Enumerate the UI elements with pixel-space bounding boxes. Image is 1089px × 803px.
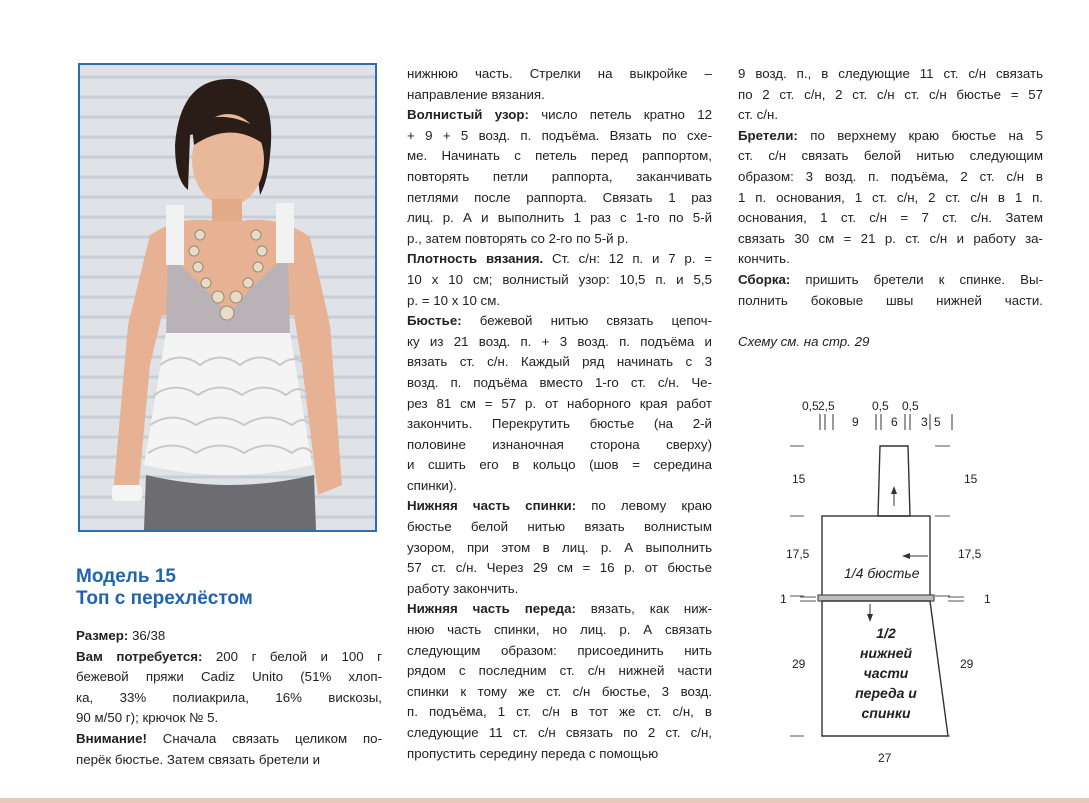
dim-right-17-5: 17,5 [958,547,982,561]
line-text: ст. с/н. [738,107,779,123]
line-text: Ст. с/н: 12 п. и 7 р. = [543,251,712,267]
line-text: пропустить середину переда с помощью [407,745,659,761]
col1-line [76,647,382,668]
model-photo [78,63,377,532]
col2-line [407,599,712,620]
instructions-column-1 [76,626,382,770]
line-text: 36/38 [128,628,166,643]
bustier-label: 1/4 бюстье [844,565,920,581]
line-text: по верхнему краю бюстье на 5 [797,127,1043,143]
line-text: петлями после раппорта. Связать 1 раз [407,189,712,205]
line-text: бежевой нитью связать цепоч- [461,313,712,329]
dim-left-29: 29 [792,657,806,671]
dim-top-0-5-c: 0,5 [902,399,919,413]
model-title-block [76,566,386,610]
line-text: полнить боковые швы нижней части. [738,292,1043,308]
col3-line [738,126,1043,147]
col2-line [407,126,712,147]
dim-top-5: 5 [934,415,941,429]
line-text: повторять петли раппорта, заканчивать [407,168,712,184]
line-text: основания, 1 ст. с/н = 7 ст. с/н. Затем [738,210,1043,226]
col2-line [407,64,712,85]
col1-line [76,626,382,647]
dim-top-3: 3 [921,415,928,429]
col2-line [407,538,712,559]
line-text: бежевой пряжи Cadiz Unito (51% хлоп- [76,669,382,685]
line-text: вязать, как ниж- [575,601,712,617]
col2-line [407,208,712,229]
col2-line [407,291,712,312]
instructions-column-3 [738,64,1043,352]
line-text: спинки). [407,477,457,493]
lower-label-3: части [863,665,909,681]
section-heading: Внимание! [76,730,147,746]
col2-line [407,558,712,579]
col2-line [407,517,712,538]
col2-line [407,85,712,106]
line-text: работу закончить. [407,580,519,596]
col1-line [76,667,382,688]
page-bottom-strip [0,798,1089,803]
section-heading: Нижняя часть переда: [407,601,576,617]
section-heading: Бретели: [738,127,798,143]
section-heading: Волнистый узор: [407,107,529,123]
line-text: направление вязания. [407,86,545,102]
line-text: рядом с последним ст. с/н нижней части [407,663,712,679]
dim-top-6: 6 [891,415,898,429]
dim-bottom-27: 27 [878,751,892,765]
instructions-column-2 [407,64,712,764]
line-text: рез 81 см = 57 р. от наборного края работ [407,395,712,411]
col2-line [407,311,712,332]
col3-line [738,311,1043,332]
lower-label-2: нижней [859,645,913,661]
col3-line [738,332,1043,353]
reference-note: Схему см. на стр. 29 [738,333,870,349]
col1-line [76,750,382,771]
section-heading: Бюстье: [407,313,462,329]
line-text: вязать ст. с/н. Каждый ряд начинать с 3 [407,354,712,370]
col3-line [738,249,1043,270]
col3-line [738,291,1043,312]
col2-line [407,682,712,703]
line-text: р., затем повторять со 2-го по 5-й р. [407,230,629,246]
model-title: Модель 15 [76,566,176,587]
line-text: кончить. [738,251,790,267]
col3-line [738,167,1043,188]
col3-line [738,270,1043,291]
model-subtitle: Топ с перехлёстом [76,588,253,609]
line-text: + 9 + 5 возд. п. подъёма. Вязать по схе- [407,127,712,143]
line-text: ку из 21 возд. п. + 3 возд. п. подъёма и [407,333,712,349]
col3-line [738,105,1043,126]
dim-right-15: 15 [964,472,978,486]
line-text: бюстье белой нитью вязать волнистым [407,519,712,535]
model-photo-illustration [80,65,375,530]
col3-line [738,229,1043,250]
line-text: и сшить его в кольцо (шов = середина [407,457,712,473]
line-text: узором, при этом в лиц. р. А выполнить [407,539,712,555]
col1-line [76,688,382,709]
dim-right-29: 29 [960,657,974,671]
line-text: 200 г белой и 100 г [202,648,382,664]
line-text: п. подъёма, 1 ст. с/н в тот же ст. с/н, в [407,704,712,720]
col2-line [407,476,712,497]
pattern-diagram-svg [780,390,1010,780]
line-text: следующим образом: присоединить нить [407,642,712,658]
lower-label-1: 1/2 [876,625,896,641]
line-text: образом: 3 возд. п. подъёма, 2 ст. с/н в [738,168,1043,184]
line-text: лиц. р. А и выполнить 1 раз с 1-го по 5-й [407,210,712,226]
dim-left-17-5: 17,5 [786,547,810,561]
dim-top-9: 9 [852,415,859,429]
line-text: нюю часть спинки, но лиц. р. А связать [407,622,712,638]
section-heading: Сборка: [738,271,791,287]
line-text: связать 30 см = 21 р. ст. с/н и работу за- [738,230,1043,246]
line-text: 90 м/50 г); крючок № 5. [76,710,219,726]
line-text: по 2 ст. с/н, 2 ст. с/н ст. с/н бюстье = 57 [738,86,1043,102]
col1-line [76,729,382,750]
col1-line [76,708,382,729]
line-text: перёк бюстье. Затем связать бретели и [76,751,321,767]
line-text: половине изнаночная сторона сверху) [407,436,712,452]
col2-line [407,352,712,373]
dim-right-1: 1 [984,592,991,606]
dim-top-0-5-b: 0,5 [872,399,889,413]
col3-line [738,64,1043,85]
section-heading: Нижняя часть спинки: [407,498,577,514]
col2-line [407,229,712,250]
line-text: ка, 33% полиакрила, 16% вискозы, [76,689,382,705]
col2-line [407,579,712,600]
line-text: 57 ст. с/н. Через 29 см = 16 р. от бюстье [407,560,712,576]
col2-line [407,146,712,167]
col2-line [407,373,712,394]
col3-line [738,146,1043,167]
col2-line [407,435,712,456]
col2-line [407,661,712,682]
col2-line [407,455,712,476]
dim-left-15: 15 [792,472,806,486]
dim-left-1: 1 [780,592,787,606]
col2-line [407,744,712,765]
lower-label-4: переда и [855,685,917,701]
col2-line [407,167,712,188]
col2-line [407,249,712,270]
col2-line [407,188,712,209]
col2-line [407,702,712,723]
col2-line [407,414,712,435]
line-text: нижнюю часть. Стрелки на выкройке – [407,66,712,81]
line-text: Сначала связать целиком по- [146,730,382,746]
line-text: возд. п. подъёма вместо 1-го ст. с/н. Че- [407,374,712,390]
line-text: р. = 10 х 10 см. [407,292,501,308]
section-heading: Размер: [76,628,129,643]
col2-line [407,332,712,353]
line-text: ст. с/н связать белой нитью следующим [738,148,1043,164]
line-text: по левому краю [576,498,712,514]
lower-label-5: спинки [861,705,911,721]
line-text: 10 х 10 см; волнистый узор: 10,5 п. и 5,5 [407,271,712,287]
dim-top-2-5: 2,5 [818,399,835,413]
section-heading: Вам потребуется: [76,648,203,664]
col2-line [407,641,712,662]
line-text: ме. Начинать с петель перед раппортом, [407,148,712,164]
section-heading: Плотность вязания. [407,251,544,267]
line-text: пришить бретели к спинке. Вы- [790,271,1043,287]
col2-line [407,105,712,126]
line-text: следующие 11 ст. с/н связать по 2 ст. с/н, [407,725,712,740]
col2-line [407,394,712,415]
col3-line [738,85,1043,106]
line-text: закончить. Перекрутить бюстье (на 2-й [407,416,712,432]
col2-line [407,620,712,641]
col2-line [407,496,712,517]
col3-line [738,188,1043,209]
line-text: спинки к тому же ст. с/н бюстье, 3 возд. [407,683,712,699]
dim-top-0-5-a: 0,5 [802,399,819,413]
col2-line [407,270,712,291]
line-text: 9 возд. п., в следующие 11 ст. с/н связать [738,66,1043,81]
line-text: число петель кратно 12 [528,107,712,123]
pattern-diagram [780,390,1010,780]
col2-line [407,723,712,744]
col3-line [738,208,1043,229]
line-text: 1 п. основания, 1 ст. с/н, 2 ст. с/н в 1 п. [738,189,1043,205]
